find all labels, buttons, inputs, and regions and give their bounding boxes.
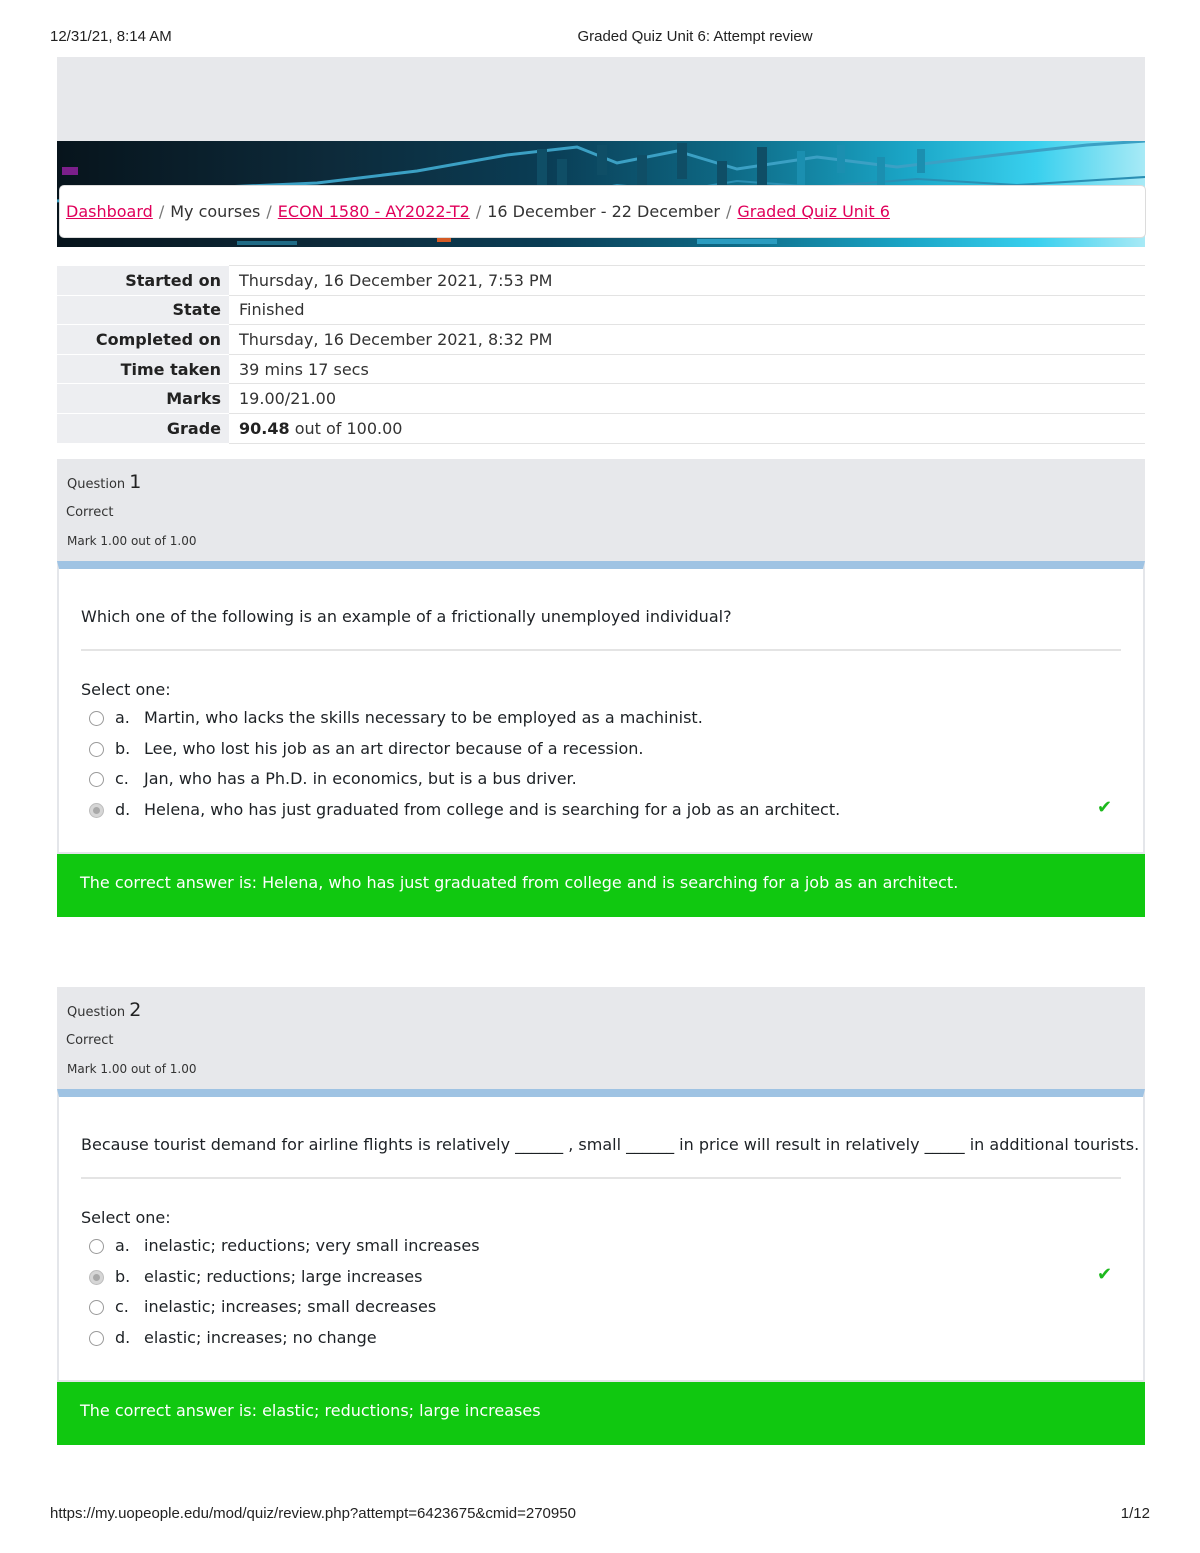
question-number <box>67 999 141 1021</box>
answer-option-c[interactable] <box>89 766 1129 797</box>
answer-option-a[interactable] <box>89 705 1129 736</box>
breadcrumb-separator: / <box>726 202 732 221</box>
option-letter: b. <box>115 1266 131 1286</box>
answer-option-d[interactable] <box>89 797 1129 828</box>
question-number-value: 2 <box>129 999 142 1021</box>
option-text: Lee, who lost his job as an art director because of a recession. <box>144 738 644 758</box>
print-page-number: 1/12 <box>1120 1505 1150 1522</box>
option-text: inelastic; reductions; very small increases <box>144 1236 480 1255</box>
radio-button[interactable] <box>89 772 104 787</box>
radio-button[interactable] <box>89 1331 104 1346</box>
answer-options <box>89 705 1129 828</box>
print-header <box>50 28 1150 48</box>
select-one-prompt: Select one: <box>81 680 171 699</box>
breadcrumb-my-courses: My courses <box>170 202 261 221</box>
breadcrumb-dashboard-link[interactable]: Dashboard <box>66 202 153 221</box>
summary-row-completed <box>57 325 1145 355</box>
breadcrumb-week: 16 December - 22 December <box>487 202 720 221</box>
grade-score: 90.48 <box>239 418 290 438</box>
summary-value: Thursday, 16 December 2021, 7:53 PM <box>229 266 1145 296</box>
select-one-prompt: Select one: <box>81 1208 171 1227</box>
radio-button[interactable] <box>89 1239 104 1254</box>
option-letter: d. <box>115 800 131 820</box>
question-state: Correct <box>66 505 114 520</box>
summary-row-time-taken <box>57 354 1145 384</box>
summary-label: Time taken <box>57 354 229 384</box>
question-grade: Mark 1.00 out of 1.00 <box>67 1062 197 1076</box>
summary-value: Thursday, 16 December 2021, 8:32 PM <box>229 325 1145 355</box>
correct-check-icon: ✔ <box>1097 1263 1113 1285</box>
summary-value: Finished <box>229 295 1145 325</box>
print-url: https://my.uopeople.edu/mod/quiz/review.php?attempt=6423675&cmid=270950 <box>50 1505 576 1522</box>
summary-label: Grade <box>57 413 229 443</box>
answer-option-a[interactable] <box>89 1233 1129 1264</box>
radio-button[interactable] <box>89 1300 104 1315</box>
radio-button-selected[interactable] <box>89 1270 104 1285</box>
option-text: elastic; reductions; large increases <box>144 1266 423 1286</box>
question-number <box>67 471 141 493</box>
page-header-band <box>57 57 1145 141</box>
answer-options <box>89 1233 1129 1356</box>
question-2-feedback <box>57 1382 1145 1445</box>
summary-value: 39 mins 17 secs <box>229 354 1145 384</box>
summary-label: State <box>57 295 229 325</box>
question-text: Which one of the following is an example of a frictionally unemployed individual? <box>81 607 732 626</box>
option-text: Helena, who has just graduated from college and is searching for a job as an architect. <box>144 800 841 820</box>
print-page-title: Graded Quiz Unit 6: Attempt review <box>577 28 813 45</box>
correct-check-icon: ✔ <box>1097 797 1113 819</box>
grade-suffix: out of 100.00 <box>294 418 403 438</box>
option-letter: a. <box>115 1236 130 1255</box>
question-label: Question <box>67 477 126 492</box>
divider <box>81 649 1121 651</box>
summary-label: Started on <box>57 266 229 296</box>
summary-label: Completed on <box>57 325 229 355</box>
breadcrumb-separator: / <box>475 202 482 221</box>
question-grade: Mark 1.00 out of 1.00 <box>67 534 197 548</box>
answer-option-b[interactable] <box>89 736 1129 767</box>
option-text: inelastic; increases; small decreases <box>144 1297 437 1317</box>
summary-row-marks <box>57 384 1145 414</box>
summary-row-grade <box>57 413 1145 443</box>
divider <box>81 1177 1121 1179</box>
option-letter: c. <box>115 1297 129 1317</box>
print-datetime: 12/31/21, 8:14 AM <box>50 28 172 45</box>
breadcrumb-separator: / <box>266 202 272 221</box>
breadcrumb-quiz-link[interactable]: Graded Quiz Unit 6 <box>737 202 890 221</box>
attempt-summary-table <box>57 265 1145 444</box>
option-text: elastic; increases; no change <box>144 1328 377 1348</box>
correct-answer-text: The correct answer is: elastic; reductions; large increases <box>80 1401 541 1420</box>
option-letter: d. <box>115 1328 131 1348</box>
answer-option-d[interactable] <box>89 1325 1129 1356</box>
question-number-value: 1 <box>129 471 142 493</box>
option-letter: a. <box>115 708 130 727</box>
radio-button[interactable] <box>89 742 104 757</box>
correct-answer-text: The correct answer is: Helena, who has just graduated from college and is searching for a job as an architect. <box>80 873 959 892</box>
breadcrumb <box>66 202 890 221</box>
option-letter: c. <box>115 769 129 789</box>
print-footer <box>50 1505 1150 1525</box>
option-letter: b. <box>115 738 131 758</box>
summary-row-started <box>57 266 1145 296</box>
radio-button[interactable] <box>89 711 104 726</box>
breadcrumb-container <box>60 186 1145 237</box>
option-text: Martin, who lacks the skills necessary to be employed as a machinist. <box>144 708 703 727</box>
breadcrumb-course-link[interactable]: ECON 1580 - AY2022-T2 <box>277 202 470 221</box>
question-label: Question <box>67 1005 126 1020</box>
answer-option-c[interactable] <box>89 1294 1129 1325</box>
breadcrumb-separator: / <box>158 202 165 221</box>
answer-option-b[interactable] <box>89 1264 1129 1295</box>
question-1-content <box>57 561 1145 854</box>
summary-grade-value <box>229 413 1145 443</box>
summary-label: Marks <box>57 384 229 414</box>
summary-value: 19.00/21.00 <box>229 384 1145 414</box>
summary-row-state <box>57 295 1145 325</box>
question-2-content <box>57 1089 1145 1382</box>
question-1-info <box>57 459 1145 562</box>
radio-button-selected[interactable] <box>89 803 104 818</box>
question-state: Correct <box>66 1033 114 1048</box>
question-1-feedback <box>57 854 1145 917</box>
question-2-info <box>57 987 1145 1090</box>
question-text: Because tourist demand for airline flights is relatively ______ , small ______ in price will result in relatively _____ in additional tourists. <box>81 1135 1140 1154</box>
option-text: Jan, who has a Ph.D. in economics, but is a bus driver. <box>144 769 577 789</box>
